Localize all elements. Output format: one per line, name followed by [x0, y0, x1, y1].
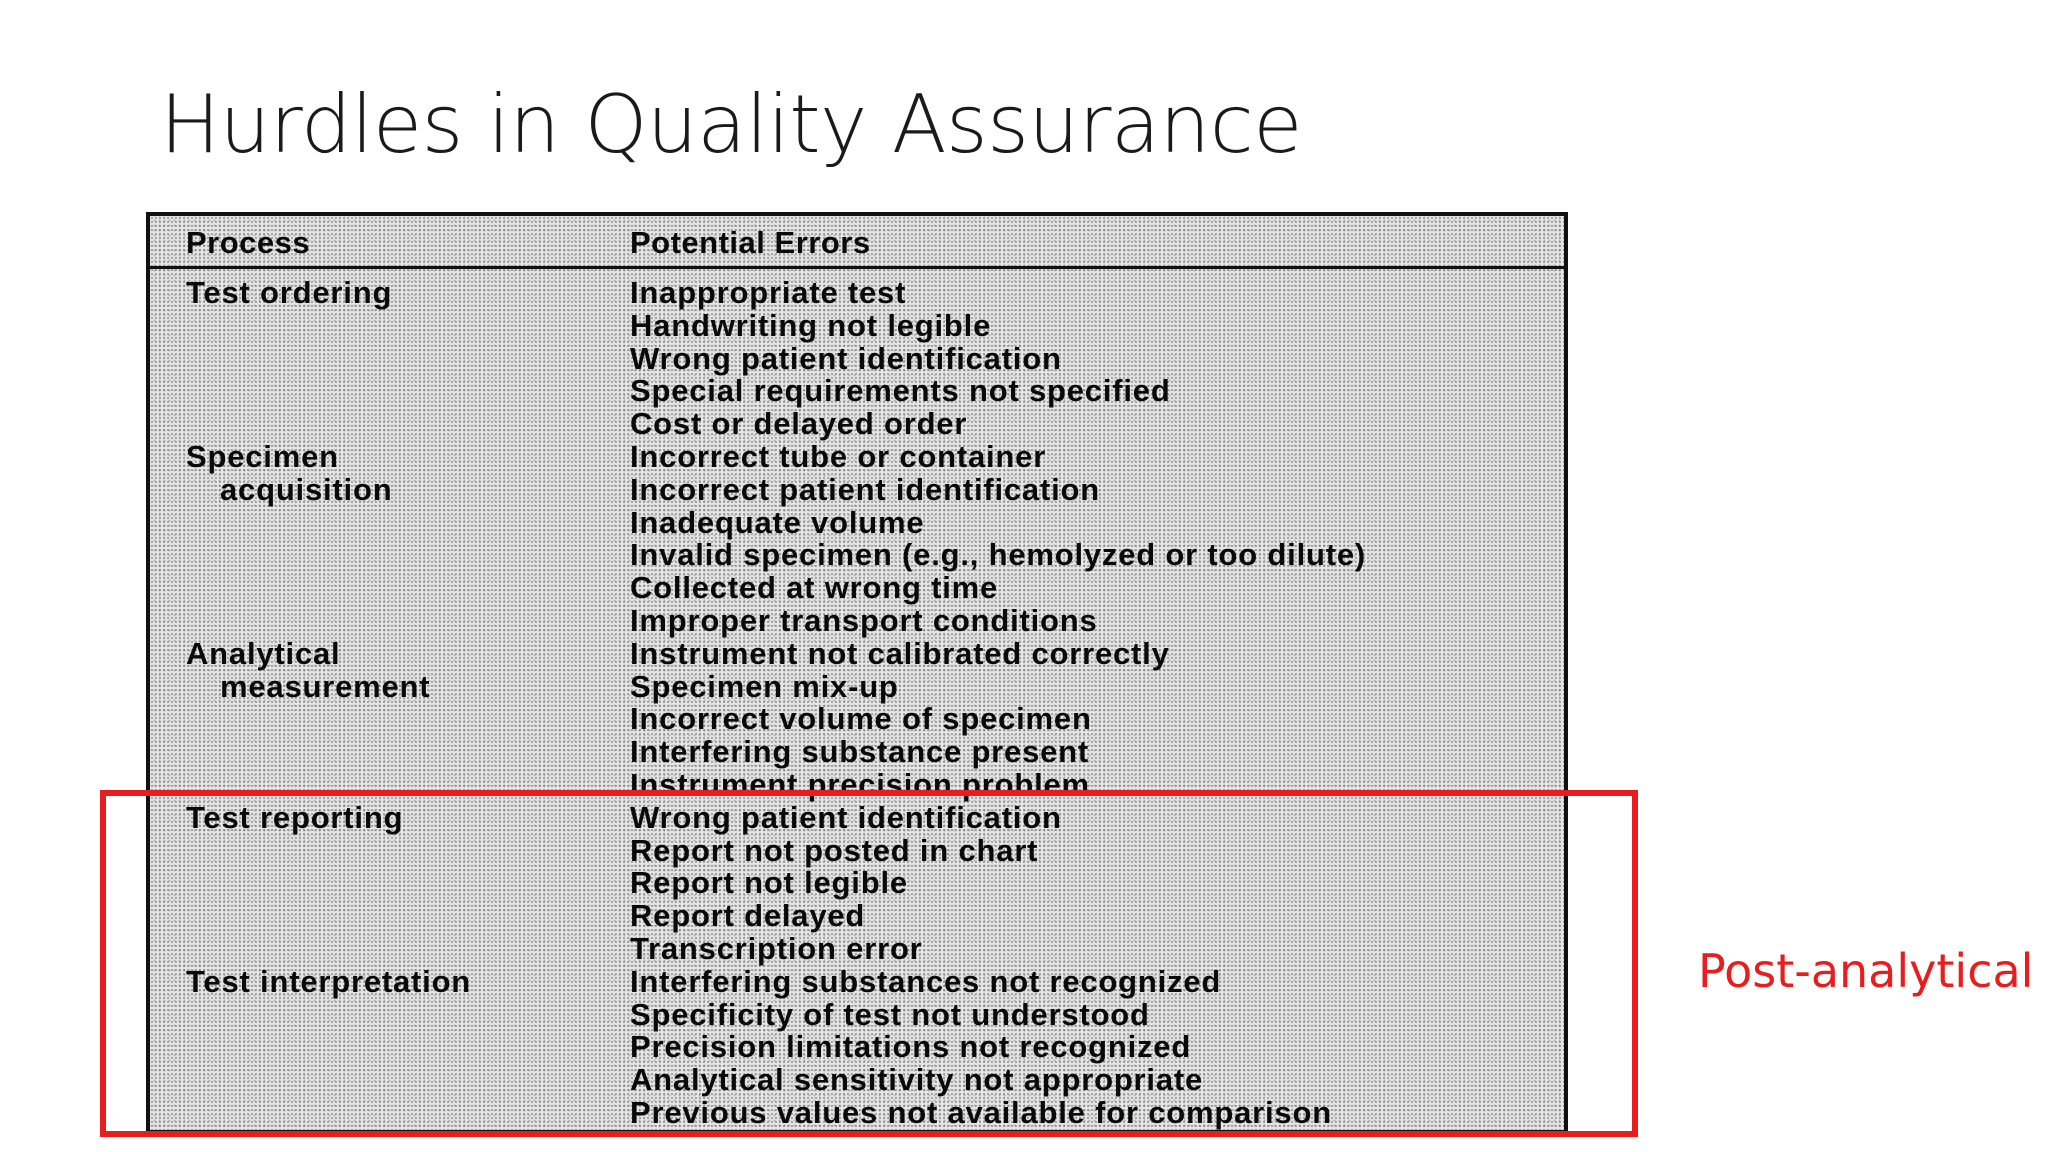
potential-error-cell: Precision limitations not recognized — [630, 1029, 1192, 1065]
potential-error-cell: Inadequate volume — [630, 504, 925, 540]
potential-error-cell: Analytical sensitivity not appropriate — [630, 1062, 1204, 1098]
table-row — [150, 602, 1564, 638]
post-analytical-label: Post-analytical — [1698, 944, 2034, 998]
process-cell: Analytical — [186, 635, 341, 671]
table-row — [150, 504, 1564, 540]
potential-error-cell: Handwriting not legible — [630, 307, 992, 343]
potential-error-cell: Interfering substances not recognized — [630, 963, 1222, 999]
table-row — [150, 438, 1564, 474]
table-row — [150, 408, 1564, 441]
potential-error-cell: Incorrect volume of specimen — [630, 701, 1092, 737]
potential-error-cell: Collected at wrong time — [630, 570, 999, 606]
table-row — [150, 277, 1564, 310]
table-header — [150, 216, 1564, 269]
table-row — [150, 539, 1564, 572]
table-row — [150, 736, 1564, 769]
process-cell: Specimen — [186, 438, 339, 474]
potential-error-cell: Invalid specimen (e.g., hemolyzed or too dilute) — [630, 537, 1367, 573]
potential-error-cell: Report not posted in chart — [630, 832, 1039, 868]
potential-error-cell: Instrument not calibrated correctly — [630, 635, 1170, 671]
process-cell: Test interpretation — [186, 963, 472, 999]
process-cell: acquisition — [220, 471, 393, 507]
potential-error-cell: Incorrect tube or container — [630, 438, 1047, 474]
table-row — [150, 307, 1564, 343]
process-cell: measurement — [220, 668, 431, 704]
post-analytical-highlight-box — [100, 790, 1638, 1137]
potential-error-cell: Report delayed — [630, 898, 866, 934]
header-process: Process — [186, 225, 311, 260]
table-row — [150, 668, 1564, 704]
table-row — [150, 471, 1564, 507]
potential-error-cell: Transcription error — [630, 930, 923, 966]
potential-error-cell: Wrong patient identification — [630, 340, 1062, 376]
potential-error-cell: Interfering substance present — [630, 734, 1090, 770]
potential-error-cell: Report not legible — [630, 865, 908, 901]
process-cell: Test ordering — [186, 275, 393, 310]
potential-error-cell: Improper transport conditions — [630, 602, 1098, 638]
potential-error-cell: Incorrect patient identification — [630, 471, 1100, 507]
table-row — [150, 375, 1564, 408]
table-row — [150, 572, 1564, 605]
potential-error-cell: Instrument precision problem — [630, 766, 1090, 802]
potential-error-cell: Wrong patient identification — [630, 799, 1062, 835]
slide-title: Hurdles in Quality Assurance — [160, 78, 1302, 171]
process-cell: Test reporting — [186, 799, 404, 835]
table-row — [150, 340, 1564, 376]
table-row — [150, 635, 1564, 671]
potential-error-cell: Inappropriate test — [630, 275, 907, 310]
potential-error-cell: Cost or delayed order — [630, 406, 968, 442]
potential-error-cell: Previous values not available for comparison — [630, 1094, 1332, 1130]
potential-error-cell: Specimen mix-up — [630, 668, 899, 704]
header-potential-errors: Potential Errors — [630, 225, 871, 260]
potential-error-cell: Special requirements not specified — [630, 373, 1171, 409]
potential-error-cell: Specificity of test not understood — [630, 996, 1150, 1032]
table-row — [150, 703, 1564, 736]
